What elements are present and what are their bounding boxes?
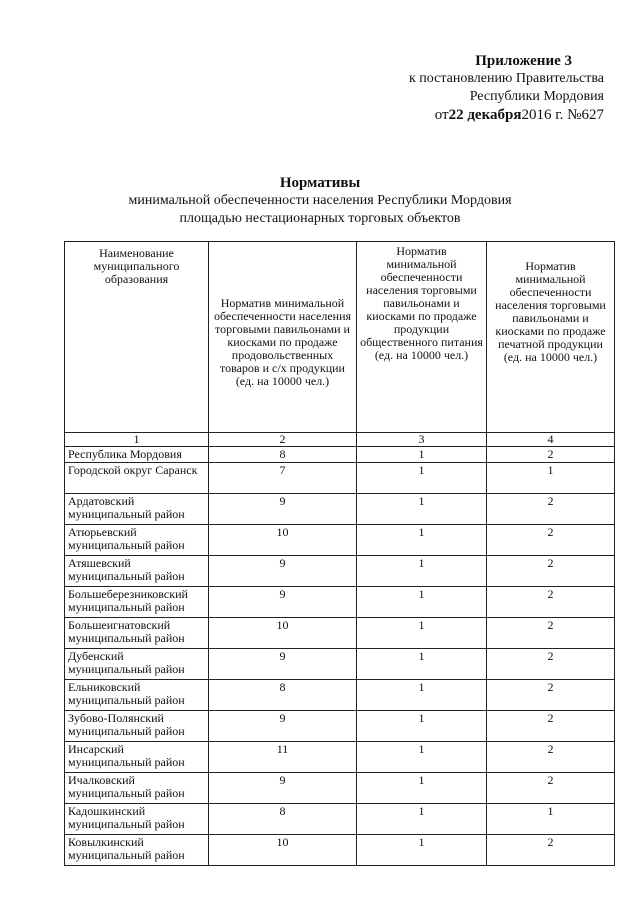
print-norm-value: 2 (487, 680, 615, 711)
appendix-line-1: к постановлению Правительства (408, 71, 604, 86)
municipality-name: Инсарский муниципальный район (65, 742, 209, 773)
catering-norm-value: 1 (357, 525, 487, 556)
food-norm-value: 8 (209, 804, 357, 835)
column-number: 3 (357, 433, 487, 447)
table-row (65, 587, 615, 618)
food-norm-value: 10 (209, 525, 357, 556)
print-norm-value: 2 (487, 618, 615, 649)
table-row (65, 525, 615, 556)
print-norm-value: 2 (487, 556, 615, 587)
print-norm-value: 1 (487, 463, 615, 494)
catering-norm-value: 1 (357, 618, 487, 649)
column-number: 4 (487, 433, 615, 447)
print-norm-value: 1 (487, 804, 615, 835)
date-prefix: от (434, 107, 449, 123)
food-norm-value: 9 (209, 711, 357, 742)
food-norm-value: 9 (209, 773, 357, 804)
header-row (65, 242, 615, 433)
food-norm-value: 9 (209, 587, 357, 618)
date-day: 22 (448, 107, 464, 123)
appendix-title: Приложение 3 (475, 53, 572, 69)
food-norm-value: 9 (209, 649, 357, 680)
municipality-name: Городской округ Саранск (65, 463, 209, 494)
municipality-name: Республика Мордовия (65, 447, 209, 463)
municipality-name: Ичалковский муниципальный район (65, 773, 209, 804)
header-food-norm: Норматив минимальной обеспеченности населения торговыми павильонами и киосками по продаже продовольственных товаров и с/х продукции (ед. на 10000 чел.) (209, 242, 357, 433)
food-norm-value: 10 (209, 835, 357, 866)
table-row (65, 711, 615, 742)
appendix-date (409, 106, 604, 124)
municipality-name: Большеигнатовский муниципальный район (65, 618, 209, 649)
print-norm-value: 2 (487, 525, 615, 556)
header-municipality: Наименование муниципального образования (65, 242, 209, 433)
municipality-name: Кадошкинский муниципальный район (65, 804, 209, 835)
municipality-name: Ковылкинский муниципальный район (65, 835, 209, 866)
food-norm-value: 10 (209, 618, 357, 649)
print-norm-value: 2 (487, 835, 615, 866)
column-number: 1 (65, 433, 209, 447)
print-norm-value: 2 (487, 494, 615, 525)
appendix-header (409, 52, 604, 124)
document-title: Нормативы (279, 175, 361, 191)
catering-norm-value: 1 (357, 447, 487, 463)
table-row (65, 835, 615, 866)
norms-table (64, 241, 615, 866)
table-row (65, 494, 615, 525)
print-norm-value: 2 (487, 742, 615, 773)
appendix-line-2: Республики Мордовия (469, 89, 604, 104)
municipality-name: Зубово-Полянский муниципальный район (65, 711, 209, 742)
catering-norm-value: 1 (357, 556, 487, 587)
table-row (65, 556, 615, 587)
print-norm-value: 2 (487, 773, 615, 804)
date-month: декабря (467, 107, 522, 123)
municipality-name: Ардатовский муниципальный район (65, 494, 209, 525)
food-norm-value: 8 (209, 680, 357, 711)
table-row (65, 680, 615, 711)
catering-norm-value: 1 (357, 804, 487, 835)
food-norm-value: 9 (209, 494, 357, 525)
catering-norm-value: 1 (357, 742, 487, 773)
municipality-name: Большеберезниковский муниципальный район (65, 587, 209, 618)
document-subtitle-1: минимальной обеспеченности населения Республики Мордовия (128, 193, 512, 208)
document-heading (0, 174, 640, 228)
document-subtitle-2: площадью нестационарных торговых объектов (179, 211, 461, 226)
print-norm-value: 2 (487, 447, 615, 463)
table-row (65, 463, 615, 494)
header-print-norm: Норматив минимальной обеспеченности населения торговыми павильонами и киосками по продаже печатной продукции (ед. на 10000 чел.) (487, 242, 615, 433)
municipality-name: Атяшевский муниципальный район (65, 556, 209, 587)
catering-norm-value: 1 (357, 680, 487, 711)
catering-norm-value: 1 (357, 711, 487, 742)
food-norm-value: 7 (209, 463, 357, 494)
header-catering-norm: Норматив минимальной обеспеченности населения торговыми павильонами и киосками по продаже продукции общественного питания (ед. на 10000 чел.) (357, 242, 487, 433)
column-number: 2 (209, 433, 357, 447)
municipality-name: Атюрьевский муниципальный район (65, 525, 209, 556)
catering-norm-value: 1 (357, 587, 487, 618)
table-row (65, 618, 615, 649)
catering-norm-value: 1 (357, 463, 487, 494)
catering-norm-value: 1 (357, 835, 487, 866)
food-norm-value: 11 (209, 742, 357, 773)
column-number-row (65, 433, 615, 447)
table-row (65, 447, 615, 463)
table-row (65, 649, 615, 680)
print-norm-value: 2 (487, 649, 615, 680)
date-year: 2016 г. №627 (521, 107, 604, 123)
catering-norm-value: 1 (357, 773, 487, 804)
table-row (65, 742, 615, 773)
print-norm-value: 2 (487, 587, 615, 618)
catering-norm-value: 1 (357, 494, 487, 525)
municipality-name: Дубенский муниципальный район (65, 649, 209, 680)
municipality-name: Ельниковский муниципальный район (65, 680, 209, 711)
catering-norm-value: 1 (357, 649, 487, 680)
table-row (65, 773, 615, 804)
print-norm-value: 2 (487, 711, 615, 742)
food-norm-value: 8 (209, 447, 357, 463)
table-row (65, 804, 615, 835)
food-norm-value: 9 (209, 556, 357, 587)
